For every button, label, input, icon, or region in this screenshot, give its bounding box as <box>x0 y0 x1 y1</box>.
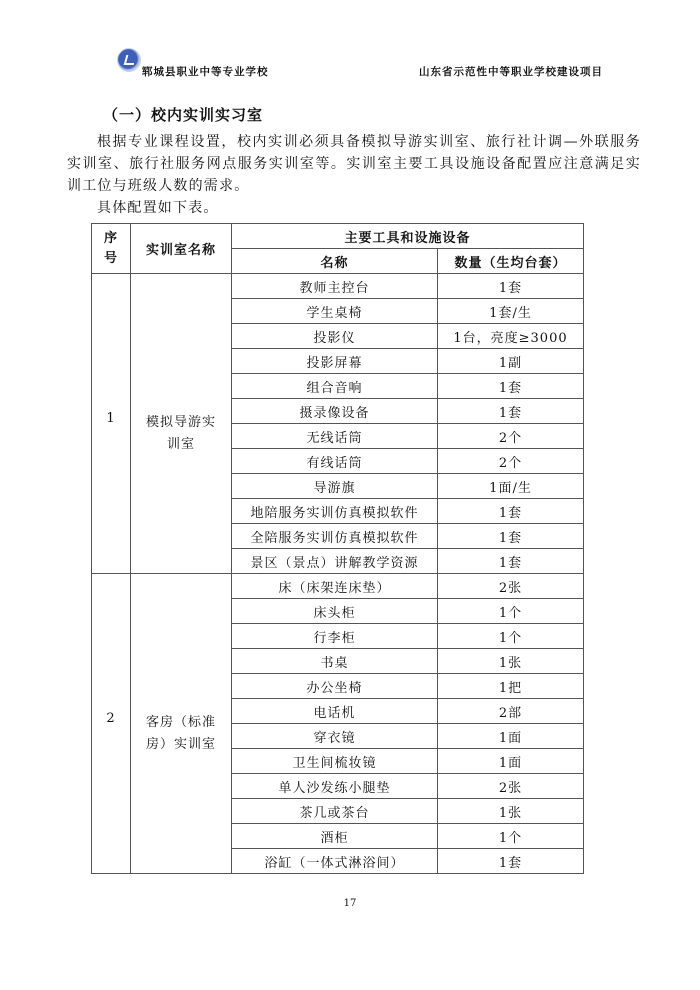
equipment-name: 穿衣镜 <box>232 724 438 749</box>
equipment-quantity: 2个 <box>438 424 584 449</box>
equipment-quantity: 1个 <box>438 599 584 624</box>
equipment-name: 无线话筒 <box>232 424 438 449</box>
equipment-name: 床头柜 <box>232 599 438 624</box>
seq-number: 1 <box>106 411 116 426</box>
equipment-quantity: 1套 <box>438 549 584 574</box>
header-project-name: 山东省示范性中等职业学校建设项目 <box>419 66 603 78</box>
equipment-quantity: 2部 <box>438 699 584 724</box>
equipment-quantity: 1个 <box>438 824 584 849</box>
header-seq: 序号 <box>92 224 131 274</box>
body-paragraph: 根据专业课程设置，校内实训必须具备模拟导游实训室、旅行社计调—外联服务实训室、旅行社服务网点服务实训室等。实训室主要工具设施设备配置应注意满足实训工位与班级人数的需求。 <box>67 134 641 194</box>
equipment-name: 导游旗 <box>232 474 438 499</box>
room-name: 客房（标准房）实训室 <box>146 714 217 752</box>
equipment-name: 卫生间梳妆镜 <box>232 749 438 774</box>
equipment-quantity: 1套 <box>438 849 584 874</box>
equipment-name: 书桌 <box>232 649 438 674</box>
equipment-name: 教师主控台 <box>232 274 438 299</box>
school-emblem-icon <box>117 48 141 72</box>
room-name: 模拟导游实训室 <box>146 414 217 452</box>
header-name: 名称 <box>232 249 438 274</box>
page-number: 17 <box>343 898 357 909</box>
equipment-name: 办公坐椅 <box>232 674 438 699</box>
header-school-name: 郓城县职业中等专业学校 <box>142 66 269 78</box>
equipment-name: 全陪服务实训仿真模拟软件 <box>232 524 438 549</box>
equipment-quantity: 1套 <box>438 399 584 424</box>
section-title: （一）校内实训实习室 <box>103 106 264 124</box>
equipment-name: 浴缸（一体式淋浴间） <box>232 849 438 874</box>
equipment-name: 组合音响 <box>232 374 438 399</box>
table-header-row <box>92 224 584 249</box>
equipment-name: 摄录像设备 <box>232 399 438 424</box>
seq-number: 2 <box>106 711 116 726</box>
equipment-name: 投影屏幕 <box>232 349 438 374</box>
page-header <box>117 48 603 80</box>
equipment-quantity: 1面/生 <box>438 474 584 499</box>
equipment-quantity: 1套 <box>438 524 584 549</box>
header-equipment-group: 主要工具和设施设备 <box>232 224 584 249</box>
equipment-quantity: 2张 <box>438 774 584 799</box>
equipment-name: 景区（景点）讲解教学资源 <box>232 549 438 574</box>
equipment-quantity: 1套 <box>438 499 584 524</box>
equipment-quantity: 2个 <box>438 449 584 474</box>
table-row <box>92 274 584 299</box>
equipment-quantity: 1面 <box>438 724 584 749</box>
seq-cell <box>92 574 131 874</box>
equipment-quantity: 1套 <box>438 274 584 299</box>
equipment-quantity: 1副 <box>438 349 584 374</box>
table-row <box>92 574 584 599</box>
room-name-cell <box>131 574 232 874</box>
equipment-quantity: 1张 <box>438 799 584 824</box>
equipment-quantity: 1套 <box>438 374 584 399</box>
equipment-table <box>91 223 584 874</box>
equipment-name: 茶几或茶台 <box>232 799 438 824</box>
equipment-quantity: 1把 <box>438 674 584 699</box>
equipment-quantity: 1个 <box>438 624 584 649</box>
equipment-quantity: 1套/生 <box>438 299 584 324</box>
equipment-name: 床（床架连床垫） <box>232 574 438 599</box>
equipment-quantity: 1台，亮度≥3000 <box>438 324 584 349</box>
table-intro: 具体配置如下表。 <box>97 200 219 216</box>
equipment-quantity: 2张 <box>438 574 584 599</box>
equipment-name: 电话机 <box>232 699 438 724</box>
equipment-quantity: 1张 <box>438 649 584 674</box>
equipment-name: 单人沙发练小腿垫 <box>232 774 438 799</box>
header-room: 实训室名称 <box>131 224 232 274</box>
equipment-name: 地陪服务实训仿真模拟软件 <box>232 499 438 524</box>
header-quantity: 数量（生均台套） <box>438 249 584 274</box>
room-name-cell <box>131 274 232 574</box>
equipment-name: 行李柜 <box>232 624 438 649</box>
equipment-name: 学生桌椅 <box>232 299 438 324</box>
seq-cell <box>92 274 131 574</box>
equipment-quantity: 1面 <box>438 749 584 774</box>
equipment-name: 投影仪 <box>232 324 438 349</box>
equipment-name: 酒柜 <box>232 824 438 849</box>
equipment-name: 有线话筒 <box>232 449 438 474</box>
